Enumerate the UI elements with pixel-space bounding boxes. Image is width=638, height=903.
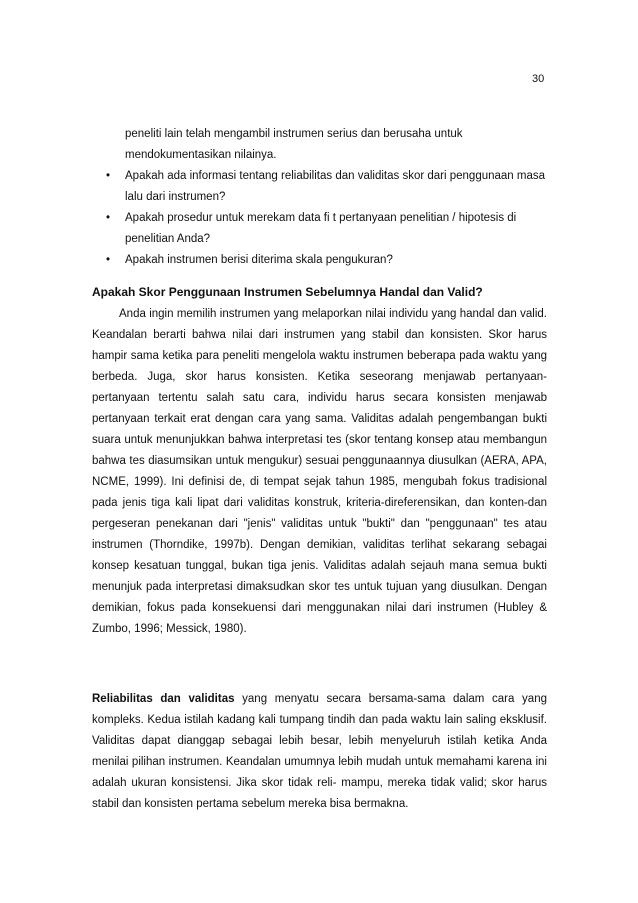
continued-text: peneliti lain telah mengambil instrumen serius dan berusaha untuk mendokumentasikan nilainya. — [125, 128, 463, 161]
bullet-icon: • — [106, 170, 111, 182]
paragraph-reliability — [92, 689, 547, 815]
paragraph-body: yang menyatu secara bersama-sama dalam cara yang kompleks. Kedua istilah kadang kali tumpang tindih dan pada waktu lain saling eksklusif. Validitas dapat dianggap sebagai lebih besar, lebih menyeluruh istilah ketika Anda menilai pilihan instrumen. Keandalan umumnya lebih mudah untuk memahami karena ini adalah ukuran konsistensi. Jika skor tidak reli- mampu, mereka tidak valid; skor harus stabil dan konsisten pertama sebelum mereka bisa bermakna. — [92, 693, 547, 810]
bullet-icon: • — [106, 212, 111, 224]
bullet-icon: • — [106, 254, 111, 266]
list-item — [106, 166, 546, 208]
paragraph-lead-bold: Reliabilitas dan validitas — [92, 693, 235, 705]
bullet-text: Apakah prosedur untuk merekam data fi t pertanyaan penelitian / hipotesis di penelitian Anda? — [125, 212, 517, 245]
bullet-list — [106, 166, 546, 271]
bullet-text: Apakah ada informasi tentang reliabilitas dan validitas skor dari penggunaan masa lalu dari instrumen? — [125, 170, 546, 203]
page-number: 30 — [532, 73, 545, 85]
list-item — [106, 250, 546, 271]
bullet-text: Apakah instrumen berisi diterima skala pengukuran? — [125, 254, 393, 266]
list-item — [106, 208, 546, 250]
paragraph-validity: Anda ingin memilih instrumen yang melaporkan nilai individu yang handal dan valid. Keandalan berarti bahwa nilai dari instrumen yang stabil dan konsisten. Skor harus hampir sama ketika para peneliti mengelola waktu instrumen beberapa pada waktu yang berbeda. Juga, skor harus konsisten. Ketika seseorang menjawab pertanyaan-pertanyaan tertentu salah satu cara, individu harus secara konsisten menjawab pertanyaan terkait erat dengan cara yang sama. Validitas adalah pengembangan bukti suara untuk menunjukkan bahwa interpretasi tes (skor tentang konsep atau membangun bahwa tes diasumsikan untuk mengukur) sesuai penggunaannya diusulkan (AERA, APA, NCME, 1999). Ini definisi de, di tempat sejak tahun 1985, mengubah fokus tradisional pada jenis tiga kali lipat dari validitas konstruk, kriteria-direferensikan, dan konten-dan pergeseran penekanan dari "jenis" validitas untuk "bukti" dan "penggunaan" tes atau instrumen (Thorndike, 1997b). Dengan demikian, validitas terlihat sekarang sebagai konsep kesatuan tunggal, bukan tiga jenis. Validitas adalah sejauh mana semua bukti menunjuk pada interpretasi dimaksudkan skor tes untuk tujuan yang diusulkan. Dengan demikian, fokus pada konsekuensi dari menggunakan nilai dari instrumen (Hubley & Zumbo, 1996; Messick, 1980). — [92, 308, 547, 635]
section-heading: Apakah Skor Penggunaan Instrumen Sebelumnya Handal dan Valid? — [92, 285, 483, 299]
